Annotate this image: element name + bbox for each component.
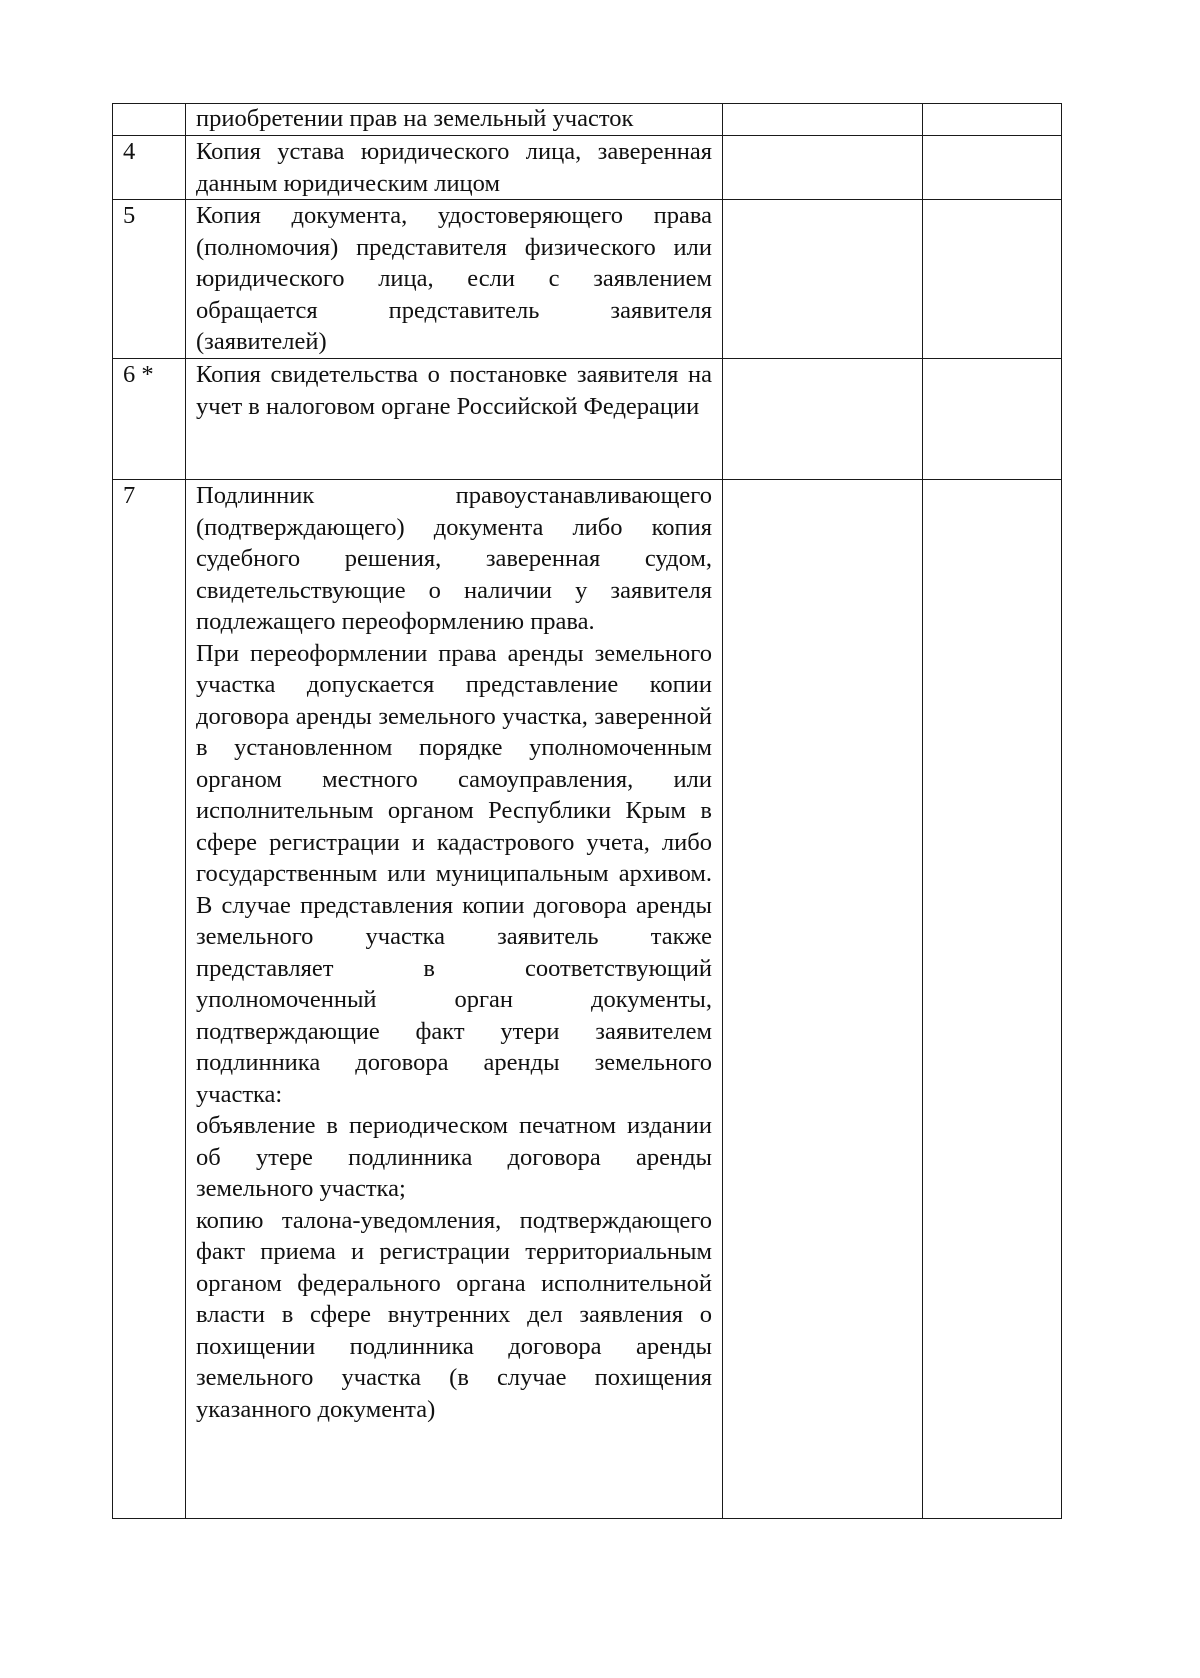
table-row	[113, 480, 1062, 1519]
row-empty-cell	[923, 136, 1062, 200]
row-empty-cell	[723, 104, 923, 136]
paragraph: копию талона-уведомления, подтверждающего факт приема и регистрации территориальным органом федерального органа исполнительной власти в сфере внутренних дел заявления о похищении подлинника договора аренды земельного участка (в случае похищения указанного документа)	[196, 1206, 712, 1423]
row-description-cell	[186, 480, 723, 1519]
table-row	[113, 104, 1062, 136]
paragraph: Подлинник правоустанавливающего (подтверждающего) документа либо копия судебного решения, заверенная судом, свидетельствующие о наличии у заявителя подлежащего переоформлению права.	[196, 482, 712, 635]
row-empty-cell	[723, 136, 923, 200]
row-empty-cell	[723, 359, 923, 480]
row-description-cell: Копия свидетельства о постановке заявителя на учет в налоговом органе Российской Федерации	[186, 359, 723, 480]
row-number-cell: 5	[113, 200, 186, 359]
row-description-cell: приобретении прав на земельный участок	[186, 104, 723, 136]
paragraph: объявление в периодическом печатном издании об утере подлинника договора аренды земельного участка;	[196, 1112, 712, 1202]
row-empty-cell	[923, 359, 1062, 480]
row-empty-cell	[923, 104, 1062, 136]
row-empty-cell	[923, 200, 1062, 359]
row-description-cell: Копия документа, удостоверяющего права (полномочия) представителя физического или юридического лица, если с заявлением обращается представитель заявителя (заявителей)	[186, 200, 723, 359]
row-empty-cell	[923, 480, 1062, 1519]
row-number-cell: 4	[113, 136, 186, 200]
row-number-cell: 6 *	[113, 359, 186, 480]
table-row	[113, 359, 1062, 480]
table-row	[113, 200, 1062, 359]
table-row	[113, 136, 1062, 200]
paragraph: При переоформлении права аренды земельного участка допускается представление копии договора аренды земельного участка, заверенной в установленном порядке уполномоченным органом местного самоуправления, или исполнительным органом Республики Крым в сфере регистрации и кадастрового учета, либо государственным или муниципальным архивом. В случае представления копии договора аренды земельного участка заявитель также представляет в соответствующий уполномоченный орган документы, подтверждающие факт утери заявителем подлинника договора аренды земельного участка:	[196, 639, 712, 1108]
row-number-cell: 7	[113, 480, 186, 1519]
row-empty-cell	[723, 480, 923, 1519]
row-number-cell	[113, 104, 186, 136]
row-empty-cell	[723, 200, 923, 359]
row-description-cell: Копия устава юридического лица, заверенная данным юридическим лицом	[186, 136, 723, 200]
documents-table	[112, 103, 1062, 1519]
